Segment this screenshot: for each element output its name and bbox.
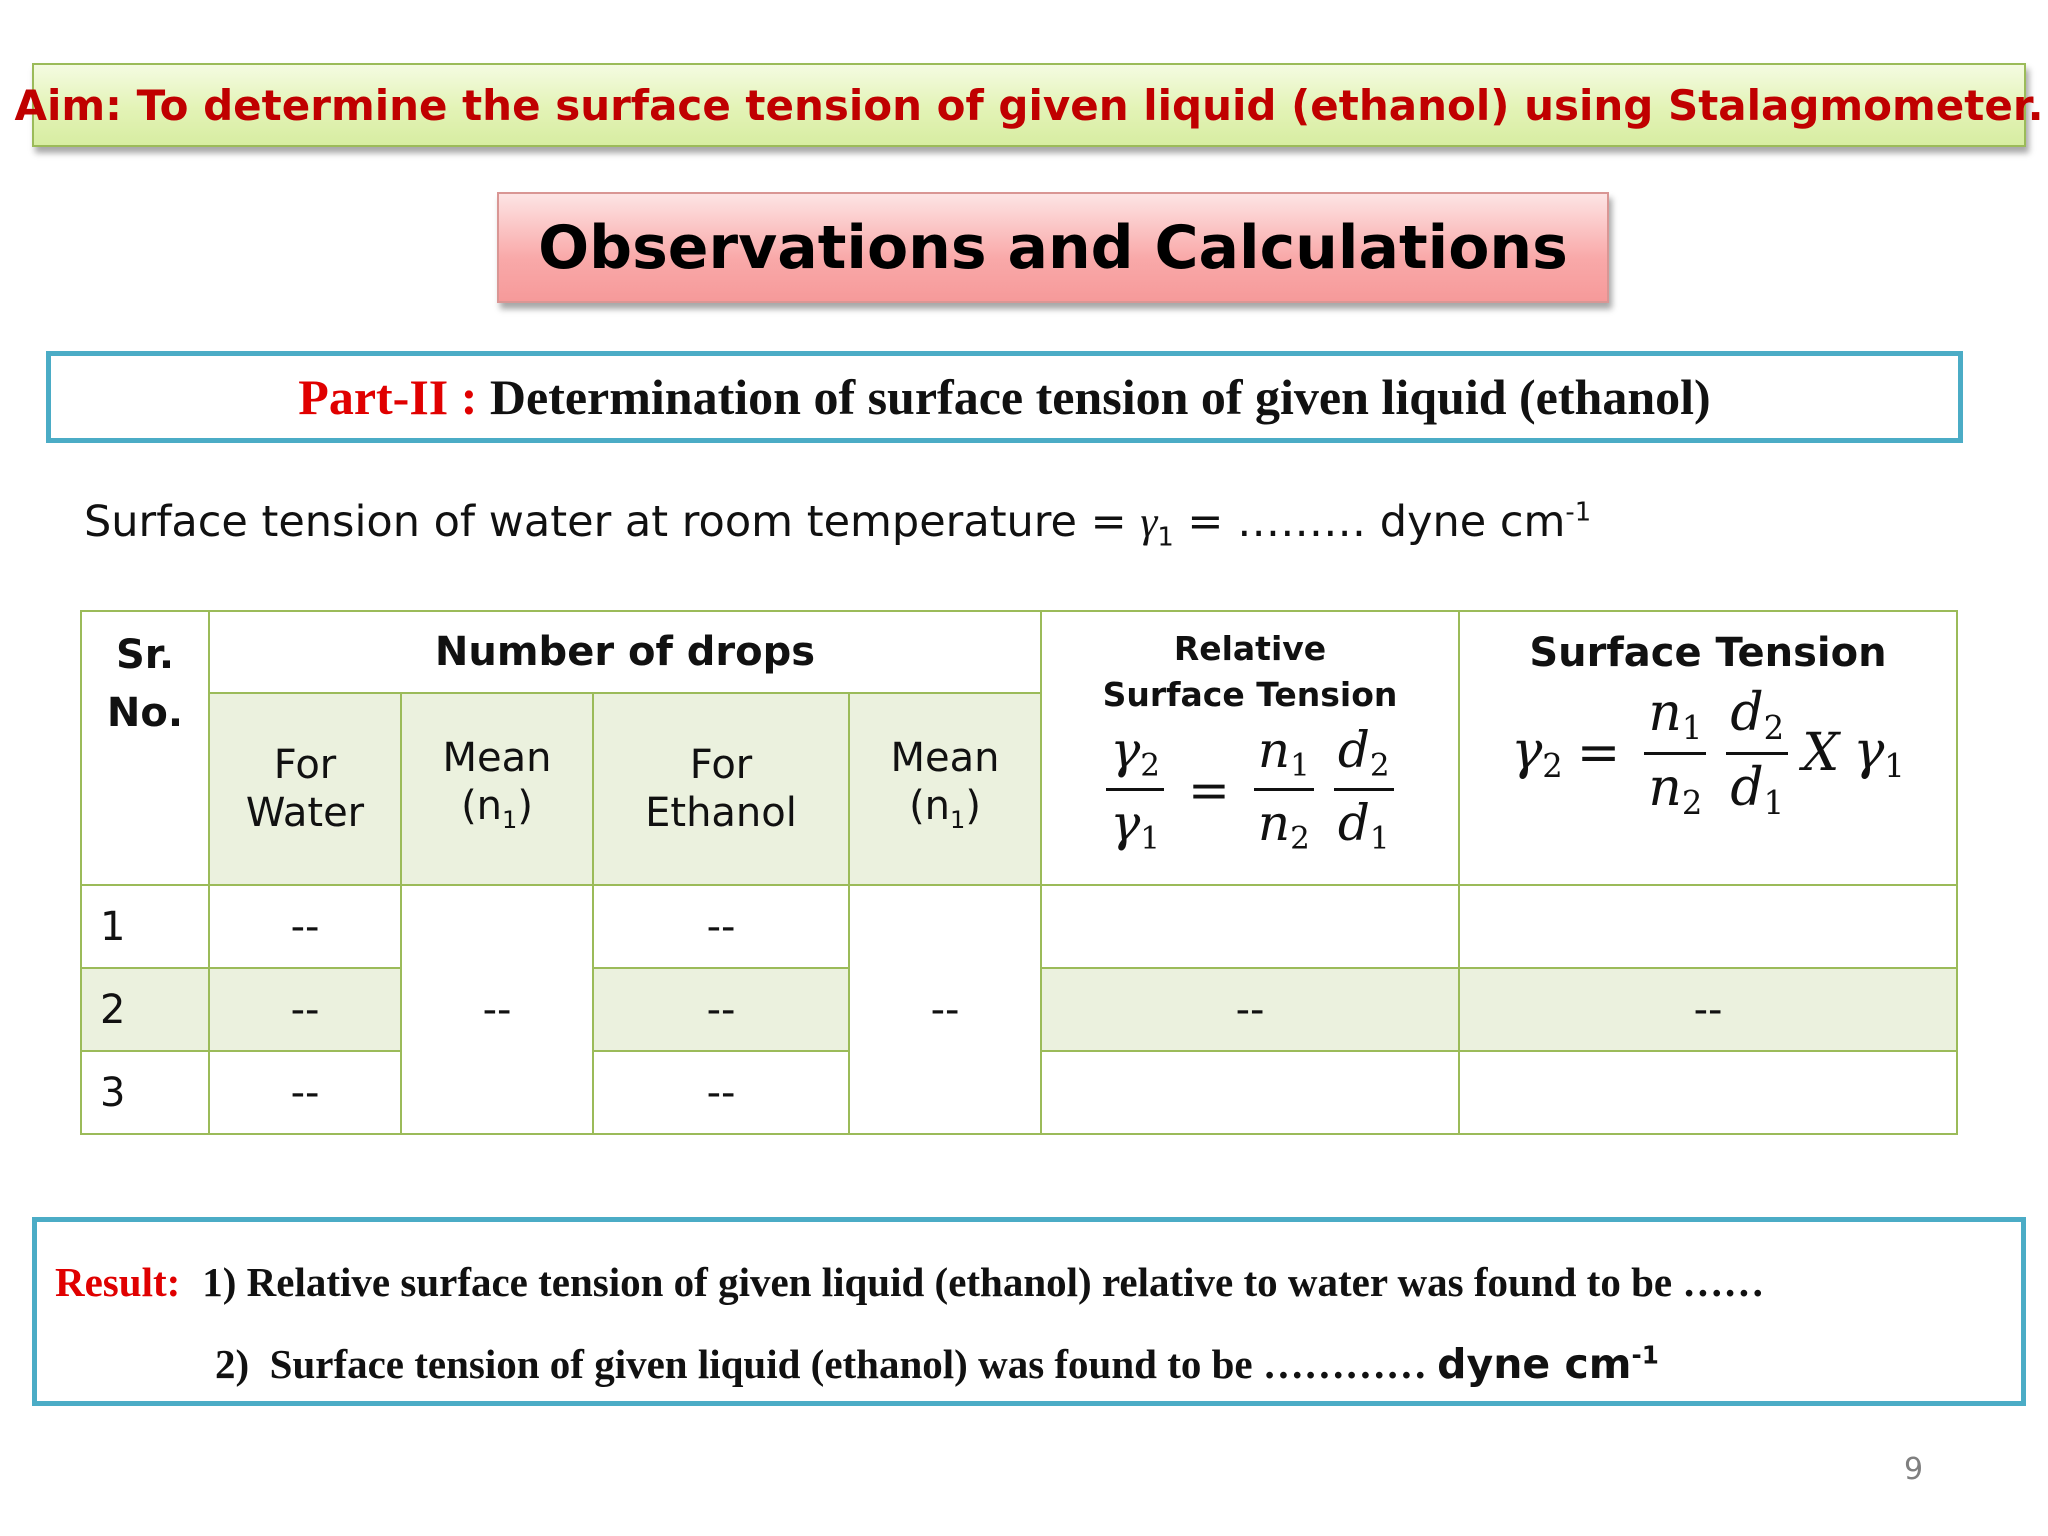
table-row-1-relative	[1040, 884, 1460, 969]
mean-paren-close: )	[965, 783, 981, 829]
gamma-symbol: γ	[1140, 499, 1158, 546]
sr-header-line2: No.	[106, 690, 184, 736]
formula-sub: 2	[1290, 820, 1310, 857]
table-row-3-surface	[1458, 1050, 1958, 1135]
mean-ethanol-header	[848, 692, 1042, 886]
mean-ethanol-text: --	[930, 986, 960, 1033]
formula-d: d	[1730, 757, 1764, 818]
row-sr: 2	[100, 986, 126, 1033]
gamma-one	[1853, 721, 1905, 785]
formula-sub: 1	[1140, 820, 1161, 857]
aim-text: Aim: To determine the surface tension of given liquid (ethanol) using Stalagmometer.	[14, 80, 2044, 130]
n-ratio	[1254, 721, 1314, 857]
surface-header-text: Surface Tension	[1529, 630, 1887, 676]
formula-n: n	[1648, 683, 1682, 743]
row-sr: 1	[100, 903, 126, 950]
formula-gamma: γ	[1511, 721, 1543, 782]
formula-n: n	[1257, 794, 1291, 853]
formula-gamma: γ	[1853, 721, 1885, 782]
n-ratio	[1644, 683, 1706, 822]
part-title: Determination of surface tension of given liquid (ethanol)	[477, 369, 1711, 425]
gamma-ratio	[1106, 721, 1164, 857]
table-row-1-water	[208, 884, 402, 969]
mean-water-header	[400, 692, 594, 886]
row-water: --	[290, 903, 320, 950]
formula-gamma: γ	[1110, 721, 1141, 779]
surface-formula	[1511, 683, 1905, 822]
gamma-subscript: 1	[1157, 522, 1174, 553]
mean-subscript: 1	[502, 806, 518, 834]
line-text: Surface tension of water at room temperature =	[84, 497, 1141, 547]
formula-sub: 1	[1369, 820, 1390, 857]
sr-header-line1: Sr.	[115, 632, 175, 678]
mean-subscript: 1	[950, 806, 966, 834]
result-unit: dyne cm	[1437, 1340, 1632, 1388]
formula-sub: 1	[1681, 709, 1703, 748]
aim-banner	[14, 63, 2044, 147]
for-ethanol-line1: For	[689, 742, 753, 788]
formula-n: n	[1648, 757, 1682, 818]
fraction-bar	[1644, 752, 1706, 755]
for-ethanol-line2: Ethanol	[645, 790, 797, 836]
surface-tension-header	[1458, 610, 1958, 886]
formula-sub: 1	[1763, 783, 1785, 822]
mean-water-value	[400, 884, 594, 1135]
result-label: Result:	[55, 1259, 181, 1305]
formula-sub: 2	[1681, 783, 1703, 822]
fraction-bar	[1106, 788, 1164, 791]
relative-formula	[1096, 721, 1403, 857]
relative-surface-tension-header	[1040, 610, 1460, 886]
mean-line1: Mean	[890, 735, 1000, 781]
relative-header-line1: Relative	[1173, 629, 1327, 668]
mean-paren-open: (n	[461, 783, 503, 829]
mean-water-text: --	[482, 986, 512, 1033]
unit-superscript: -1	[1565, 497, 1592, 528]
for-water-line2: Water	[245, 790, 365, 836]
relative-header-line2: Surface Tension	[1102, 675, 1398, 714]
formula-sub: 2	[1369, 747, 1390, 784]
for-ethanol-header	[592, 692, 850, 886]
for-water-line1: For	[273, 742, 337, 788]
row-ethanol: --	[706, 903, 736, 950]
mean-ethanol-value	[848, 884, 1042, 1135]
table-row-2-surface	[1458, 967, 1958, 1052]
mean-line2	[909, 782, 981, 844]
formula-sub: 1	[1290, 747, 1310, 784]
fraction-bar	[1254, 788, 1314, 791]
page-title	[497, 192, 1609, 303]
relative-value: --	[1235, 986, 1265, 1033]
line-rest: = ……… dyne cm	[1173, 497, 1566, 547]
mean-paren-open: (n	[909, 783, 951, 829]
formula-equals: =	[1188, 760, 1230, 819]
table-row-2-ethanol	[592, 967, 850, 1052]
part-label: Part-II :	[298, 369, 478, 425]
fraction-bar	[1726, 752, 1788, 755]
d-ratio	[1726, 683, 1788, 822]
table-row-3-water	[208, 1050, 402, 1135]
page-number: 9	[1904, 1452, 1924, 1487]
mean-paren-close: )	[517, 783, 533, 829]
row-water: --	[290, 1069, 320, 1116]
table-row-2-water	[208, 967, 402, 1052]
result-line1-text: 1) Relative surface tension of given liquid (ethanol) relative to water was found to be ……	[202, 1259, 1765, 1305]
mean-line2	[461, 782, 533, 844]
fraction-bar	[1334, 788, 1394, 791]
formula-d: d	[1730, 683, 1764, 743]
drops-header-text: Number of drops	[434, 629, 816, 675]
table-row-1-ethanol	[592, 884, 850, 969]
formula-d: d	[1337, 794, 1370, 853]
gamma-two	[1511, 721, 1563, 785]
row-water: --	[290, 986, 320, 1033]
formula-n: n	[1257, 721, 1291, 779]
formula-sub: 2	[1542, 747, 1563, 786]
table-row-2-sr	[80, 967, 210, 1052]
number-of-drops-header	[208, 610, 1042, 694]
table-row-1-sr	[80, 884, 210, 969]
surface-value: --	[1693, 986, 1723, 1033]
formula-gamma: γ	[1110, 794, 1141, 853]
formula-equals: =	[1576, 723, 1621, 784]
for-water-header	[208, 692, 402, 886]
result-line2-text: 2) Surface tension of given liquid (ethanol) was found to be …………	[215, 1341, 1438, 1387]
mean-line1: Mean	[442, 735, 552, 781]
sr-no-header	[80, 610, 210, 886]
table-row-3-sr	[80, 1050, 210, 1135]
result-box	[32, 1217, 2026, 1406]
formula-d: d	[1337, 721, 1370, 779]
water-surface-tension-line	[84, 497, 1591, 553]
formula-sub: 2	[1140, 747, 1161, 784]
heading-text: Observations and Calculations	[538, 212, 1568, 283]
formula-times: X	[1802, 723, 1840, 784]
table-row-3-relative	[1040, 1050, 1460, 1135]
result-line-1	[55, 1258, 1764, 1306]
row-sr: 3	[100, 1069, 126, 1116]
table-row-3-ethanol	[592, 1050, 850, 1135]
table-row-1-surface	[1458, 884, 1958, 969]
row-ethanol: --	[706, 1069, 736, 1116]
result-line-2	[215, 1340, 1659, 1388]
part-heading	[46, 351, 1963, 443]
d-ratio	[1334, 721, 1394, 857]
formula-sub: 1	[1884, 747, 1905, 786]
table-row-2-relative	[1040, 967, 1460, 1052]
formula-sub: 2	[1763, 709, 1785, 748]
result-unit-superscript: -1	[1631, 1340, 1659, 1370]
row-ethanol: --	[706, 986, 736, 1033]
